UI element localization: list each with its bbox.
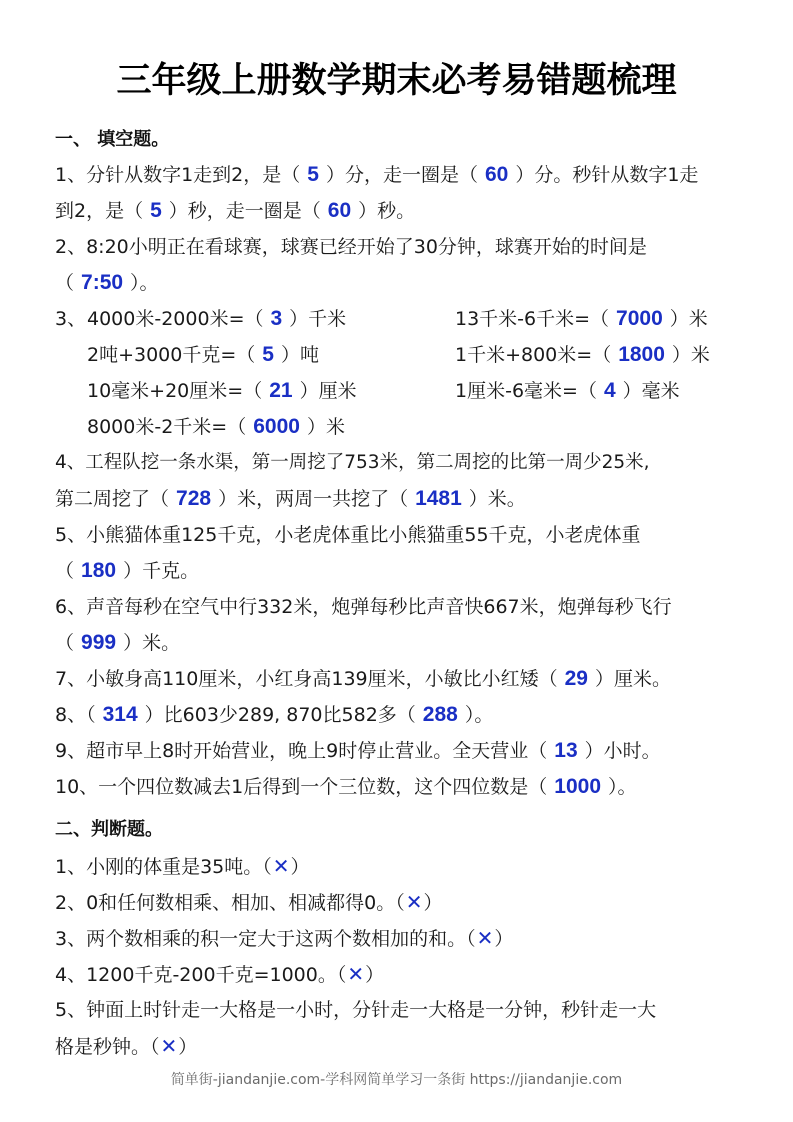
answer: 1800 (618, 343, 665, 366)
question-text: 7、小敏身高110厘米，小红身高139厘米，小敏比小红矮（ (55, 668, 558, 690)
answer: 6000 (253, 415, 300, 438)
question-8 (55, 702, 493, 728)
question-text: ）。 (608, 776, 637, 798)
judgement-item-2 (55, 889, 443, 916)
answer: 29 (564, 667, 588, 690)
question-3-item (87, 342, 319, 368)
question-text: 1千米+800米=（ (455, 344, 612, 366)
question-9 (55, 738, 661, 764)
cross-mark-icon: ✕ (405, 890, 423, 914)
question-text: ）分。秒针从数字1走 (515, 164, 699, 186)
question-text: 4、1200千克-200千克=1000。（ (55, 964, 347, 986)
question-text: 1、分针从数字1走到2，是（ (55, 164, 301, 186)
question-text: ）。 (130, 272, 159, 294)
question-text: 第二周挖了（ (55, 488, 170, 510)
question-text: 1厘米-6毫米=（ (455, 380, 597, 402)
question-3-item (87, 378, 357, 404)
question-text: （ (55, 272, 75, 294)
question-4-line-2 (55, 486, 526, 512)
question-5-line-1: 5、小熊猫体重125千克，小老虎体重比小熊猫重55千克，小老虎体重 (55, 524, 641, 546)
question-3-item (87, 306, 346, 332)
question-text: 2、0和任何数相乘、相加、相减都得0。（ (55, 892, 405, 914)
question-text: ） (423, 892, 443, 914)
answer: 314 (102, 703, 138, 726)
question-7 (55, 666, 671, 692)
answer: 4 (603, 379, 616, 402)
question-text: 1、小刚的体重是35吨。（ (55, 856, 272, 878)
question-text: （ (55, 560, 75, 582)
question-text: ）吨 (280, 344, 319, 366)
question-4-line-1: 4、工程队挖一条水渠，第一周挖了753米，第二周挖的比第一周少25米, (55, 452, 650, 473)
question-text: ）米，两周一共挖了（ (218, 488, 409, 510)
question-text: 9、超市早上8时开始营业，晚上9时停止营业。全天营业（ (55, 740, 548, 762)
answer: 728 (176, 487, 212, 510)
answer: 60 (484, 163, 509, 186)
answer: 5 (150, 199, 162, 222)
question-text: ）厘米 (299, 380, 357, 402)
question-text: 8、（ (55, 704, 96, 726)
question-text: ）厘米。 (594, 668, 671, 690)
question-text: ） (178, 1036, 198, 1058)
question-text: ） (290, 856, 310, 878)
answer: 60 (327, 199, 352, 222)
page-title: 三年级上册数学期末必考易错题梳理 (116, 61, 677, 101)
question-10 (55, 774, 637, 800)
question-text: ）米。 (123, 632, 181, 654)
question-text: 10毫米+20厘米=（ (87, 380, 263, 402)
question-3-item (455, 342, 710, 368)
question-text: ）米 (671, 344, 710, 366)
section-heading-true-false: 二、判断题。 (55, 819, 163, 840)
answer: 21 (269, 379, 293, 402)
answer: 7:50 (81, 271, 124, 294)
question-text: ）秒，走一圈是（ (168, 200, 321, 222)
section-heading-fill-in: 一、 填空题。 (55, 129, 170, 150)
question-5-line-2 (55, 558, 199, 584)
cross-mark-icon: ✕ (272, 854, 290, 878)
judgement-item-3 (55, 925, 513, 952)
judgement-item-1 (55, 853, 310, 880)
question-1-line-2 (55, 198, 415, 224)
answer: 5 (262, 343, 274, 366)
answer: 3 (270, 307, 283, 330)
question-text: ） (365, 964, 385, 986)
cross-mark-icon: ✕ (347, 962, 365, 986)
question-6-line-2 (55, 630, 180, 656)
question-text: ）比603少289, 870比582多（ (144, 704, 416, 726)
question-3-item (87, 414, 345, 440)
question-text: （ (55, 632, 75, 654)
judgement-item-5-line-1: 5、钟面上时针走一大格是一小时，分针走一大格是一分钟，秒针走一大 (55, 999, 657, 1021)
question-text: 4000米-2000米=（ (87, 308, 264, 330)
question-text: ）千米 (289, 308, 347, 330)
question-text: ）分，走一圈是（ (325, 164, 478, 186)
question-text: 13千米-6千米=（ (455, 308, 610, 330)
cross-mark-icon: ✕ (160, 1034, 178, 1058)
answer: 180 (81, 559, 117, 582)
answer: 999 (81, 631, 117, 654)
question-text: ）毫米 (622, 380, 680, 402)
answer: 1000 (554, 775, 601, 798)
judgement-item-5-line-2 (55, 1033, 197, 1060)
answer: 7000 (616, 307, 663, 330)
question-text: 2吨+3000千克=（ (87, 344, 256, 366)
answer: 1481 (415, 487, 462, 510)
question-text: ）千克。 (123, 560, 200, 582)
question-2-line-1: 2、8:20小明正在看球赛，球赛已经开始了30分钟，球赛开始的时间是 (55, 236, 647, 258)
question-3-item (455, 378, 680, 404)
question-text: 格是秒钟。（ (55, 1036, 160, 1058)
question-text: ） (494, 928, 514, 950)
answer: 13 (554, 739, 578, 762)
question-text: ）小时。 (584, 740, 661, 762)
question-6-line-1: 6、声音每秒在空气中行332米，炮弹每秒比声音快667米，炮弹每秒飞行 (55, 596, 672, 618)
answer: 288 (422, 703, 458, 726)
question-2-line-2 (55, 270, 159, 296)
question-text: ）米。 (468, 488, 526, 510)
footer-watermark: 简单街-jiandanjie.com-学科网简单学习一条街 https://jiandanjie.com (170, 1072, 623, 1088)
question-text: 到2，是（ (55, 200, 144, 222)
cross-mark-icon: ✕ (476, 926, 494, 950)
question-text: 10、一个四位数减去1后得到一个三位数，这个四位数是（ (55, 776, 548, 798)
question-text: ）。 (464, 704, 494, 726)
question-3-prefix: 3、 (55, 308, 87, 330)
answer: 5 (307, 163, 319, 186)
question-3-item (455, 306, 708, 332)
judgement-item-4 (55, 961, 384, 988)
question-1-line-1 (55, 162, 698, 188)
question-text: 8000米-2千米=（ (87, 416, 247, 438)
question-text: ）秒。 (358, 200, 416, 222)
question-text: 3、两个数相乘的积一定大于这两个数相加的和。（ (55, 928, 476, 950)
question-text: ）米 (306, 416, 345, 438)
question-text: ）米 (669, 308, 708, 330)
